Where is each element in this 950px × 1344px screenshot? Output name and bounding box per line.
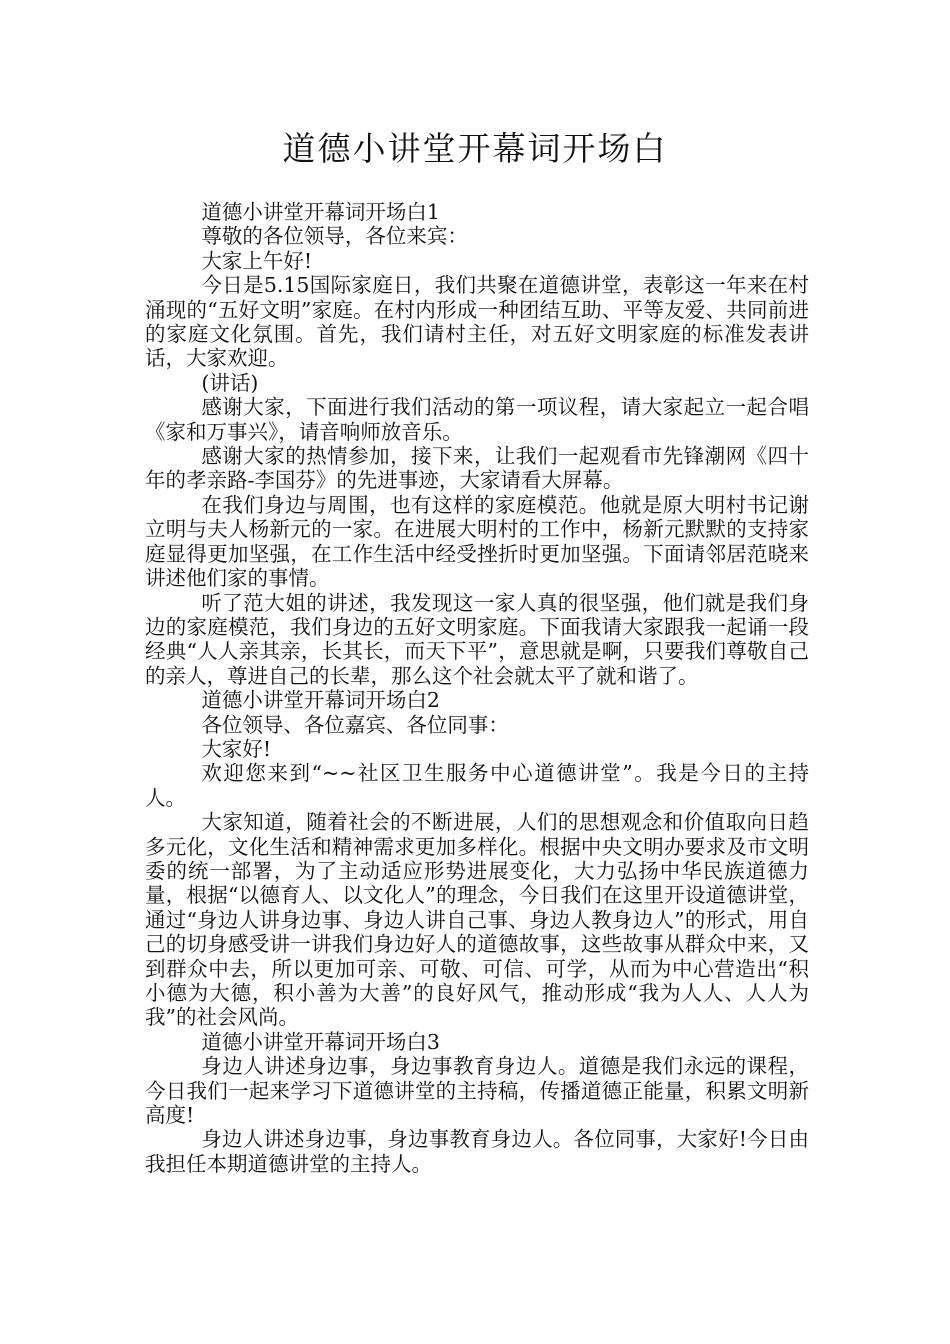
greeting: 大家上午好!: [201, 248, 313, 273]
stage-note: (讲话): [201, 370, 259, 395]
paragraph: 身边人讲述身边事，身边事教育身边人。各位同事，大家好!今日由我担任本期道德讲堂的主持人。: [145, 1127, 809, 1176]
salutation: 尊敬的各位领导，各位来宾：: [201, 224, 468, 249]
section-heading-3: 道德小讲堂开幕词开场白3: [201, 1029, 440, 1054]
paragraph: 大家知道，随着社会的不断进展，人们的思想观念和价值取向日趋多元化，文化生活和精神需求更加多样化。根据中央文明办要求及市文明委的统一部署，为了主动适应形势进展变化，大力弘扬中华民族道德力量，根据“以德育人、以文化人”的理念，今日我们在这里开设道德讲堂，通过“身边人讲身边事、身边人讲自己事、身边人教身边人”的形式，用自己的切身感受讲一讲我们身边好人的道德故事，这些故事从群众中来，又到群众中去，所以更加可亲、可敬、可信、可学，从而为中心营造出“积小德为大德，积小善为大善”的良好风气，推动形成“我为人人、人人为我”的社会风尚。: [145, 810, 809, 1030]
paragraph: 感谢大家的热情参加，接下来，让我们一起观看市先锋潮网《四十年的孝亲路-李国芬》的先进事迹，大家请看大屏幕。: [145, 444, 809, 493]
document-title: 道德小讲堂开幕词开场白: [282, 129, 668, 168]
document-body: [145, 200, 809, 1176]
paragraph: 感谢大家，下面进行我们活动的第一项议程，请大家起立一起合唱《家和万事兴》，请音响师放音乐。: [145, 395, 809, 444]
paragraph: 在我们身边与周围，也有这样的家庭模范。他就是原大明村书记谢立明与夫人杨新元的一家。在进展大明村的工作中，杨新元默默的支持家庭显得更加坚强，在工作生活中经受挫折时更加坚强。下面请邻居范晓来讲述他们家的事情。: [145, 492, 809, 591]
greeting: 大家好!: [201, 736, 272, 761]
paragraph: 欢迎您来到“~~社区卫生服务中心道德讲堂”。我是今日的主持人。: [145, 761, 809, 810]
section-heading-2: 道德小讲堂开幕词开场白2: [201, 688, 440, 713]
salutation: 各位领导、各位嘉宾、各位同事：: [201, 712, 509, 737]
paragraph: 今日是5.15国际家庭日，我们共聚在道德讲堂，表彰这一年来在村涌现的“五好文明”家庭。在村内形成一种团结互助、平等友爱、共同前进的家庭文化氛围。首先，我们请村主任，对五好文明家庭的标准发表讲话，大家欢迎。: [145, 273, 809, 371]
paragraph: 身边人讲述身边事，身边事教育身边人。道德是我们永远的课程，今日我们一起来学习下道德讲堂的主持稿，传播道德正能量，积累文明新高度!: [145, 1054, 809, 1128]
section-heading-1: 道德小讲堂开幕词开场白1: [201, 200, 440, 224]
paragraph: 听了范大姐的讲述，我发现这一家人真的很坚强，他们就是我们身边的家庭模范，我们身边的五好文明家庭。下面我请大家跟我一起诵一段经典“人人亲其亲，长其长，而天下平”，意思就是啊，只要我们尊敬自己的亲人，尊进自己的长辈，那么这个社会就太平了就和谐了。: [145, 590, 809, 688]
